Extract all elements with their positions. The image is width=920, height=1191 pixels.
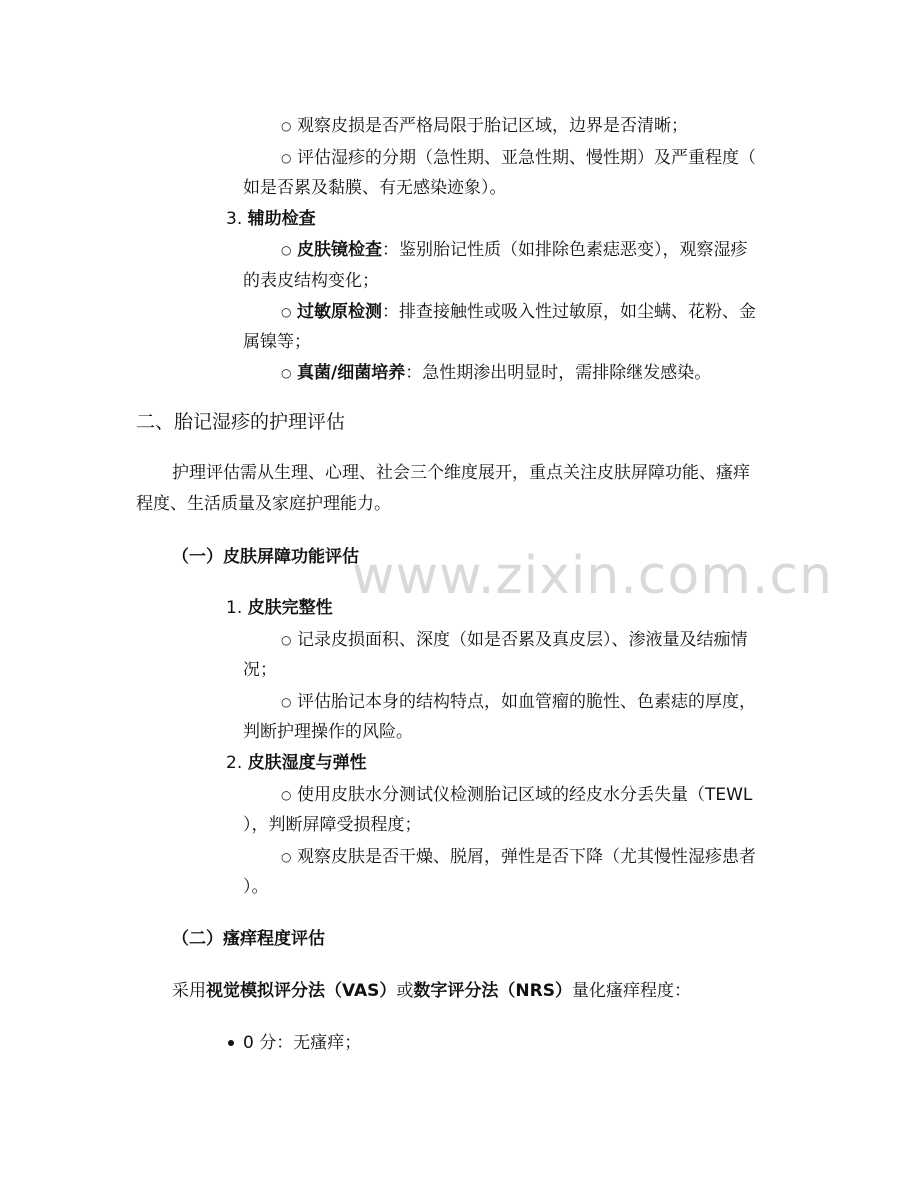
numbered-item-heading: 1. 皮肤完整性 — [226, 598, 333, 618]
list-item: 0 分：无瘙痒； — [243, 1033, 362, 1053]
list-item-continuation: 如是否累及黏膜、有无感染迹象）。 — [243, 178, 507, 198]
numbered-item-heading: 3. 辅助检查 — [226, 209, 316, 229]
list-item-continuation: ），判断屏障受损程度； — [243, 815, 422, 835]
circle-bullet-icon: ○ — [281, 366, 292, 380]
circle-bullet-icon: ○ — [281, 850, 292, 864]
circle-bullet-icon: ○ — [281, 695, 292, 709]
list-item-continuation: 的表皮结构变化； — [243, 271, 379, 291]
paragraph-line: 采用视觉模拟评分法（VAS）或数字评分法（NRS）量化瘙痒程度： — [172, 981, 691, 1001]
section-heading: 二、胎记湿疹的护理评估 — [136, 411, 346, 433]
circle-bullet-icon: ○ — [281, 243, 292, 257]
list-item: ○ 评估湿疹的分期（急性期、亚急性期、慢性期）及严重程度（ — [281, 145, 756, 171]
circle-bullet-icon: ○ — [281, 633, 292, 647]
list-item: ○ 使用皮肤水分测试仪检测胎记区域的经皮水分丢失量（TEWL — [281, 782, 752, 808]
list-item-continuation: ）。 — [243, 877, 269, 897]
list-item-continuation: 属镍等； — [243, 332, 311, 352]
subsection-heading: （一）皮肤屏障功能评估 — [172, 547, 359, 567]
circle-bullet-icon: ○ — [281, 151, 292, 165]
bullet-dot-icon — [228, 1040, 234, 1046]
list-item: ○ 皮肤镜检查：鉴别胎记性质（如排除色素痣恶变），观察湿疹 — [281, 237, 748, 263]
paragraph-line: 程度、生活质量及家庭护理能力。 — [136, 494, 391, 514]
circle-bullet-icon: ○ — [281, 305, 292, 319]
list-item: ○ 过敏原检测：排查接触性或吸入性过敏原，如尘螨、花粉、金 — [281, 299, 756, 325]
list-item: ○ 观察皮损是否严格局限于胎记区域，边界是否清晰； — [281, 113, 688, 139]
list-item: ○ 评估胎记本身的结构特点，如血管瘤的脆性、色素痣的厚度， — [281, 689, 756, 715]
list-item: ○ 观察皮肤是否干燥、脱屑，弹性是否下降（尤其慢性湿疹患者 — [281, 844, 756, 870]
paragraph-line: 护理评估需从生理、心理、社会三个维度展开，重点关注皮肤屏障功能、瘙痒 — [172, 463, 750, 483]
list-item-continuation: 况； — [243, 660, 277, 680]
numbered-item-heading: 2. 皮肤湿度与弹性 — [226, 753, 367, 773]
subsection-heading: （二）瘙痒程度评估 — [172, 929, 325, 949]
circle-bullet-icon: ○ — [281, 788, 292, 802]
circle-bullet-icon: ○ — [281, 119, 292, 133]
list-item: ○ 记录皮损面积、深度（如是否累及真皮层）、渗液量及结痂情 — [281, 627, 748, 653]
list-item: ○ 真菌/细菌培养：急性期渗出明显时，需排除继发感染。 — [281, 360, 711, 386]
watermark: www.zixin.com.cn — [352, 546, 833, 606]
list-item-continuation: 判断护理操作的风险。 — [243, 722, 413, 742]
